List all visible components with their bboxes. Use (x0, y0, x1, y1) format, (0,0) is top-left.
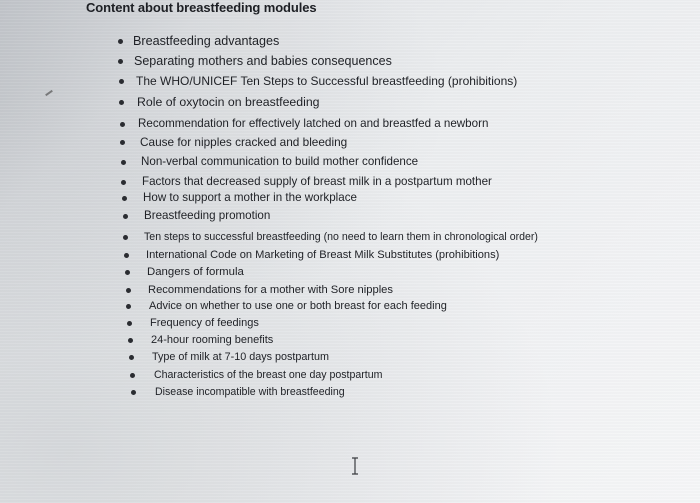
list-item-text: Breastfeeding advantages (133, 34, 280, 48)
bullet-icon (120, 122, 125, 127)
bullet-icon (129, 355, 134, 360)
bullet-icon (118, 39, 123, 44)
bullet-icon (127, 321, 132, 326)
bullet-icon (121, 160, 126, 165)
list-item-text: Frequency of feedings (150, 317, 259, 329)
list-item-text: Breastfeeding promotion (144, 209, 271, 222)
list-item-text: Non-verbal communication to build mother confidence (141, 155, 419, 168)
bullet-icon (126, 288, 131, 293)
list-item-text: 24-hour rooming benefits (151, 334, 274, 346)
bullet-icon (119, 100, 124, 105)
list-item-text: Advice on whether to use one or both breast for each feeding (149, 300, 447, 312)
bullet-icon (131, 390, 136, 395)
bullet-icon (121, 180, 126, 185)
bullet-icon (120, 140, 125, 145)
list-item-text: Recommendations for a mother with Sore nipples (148, 284, 393, 296)
list-item-text: The WHO/UNICEF Ten Steps to Successful breastfeeding (prohibitions) (136, 74, 518, 88)
list-item-text: Characteristics of the breast one day postpartum (154, 369, 383, 381)
bullet-icon (123, 235, 128, 240)
list-item-text: Type of milk at 7-10 days postpartum (152, 351, 330, 363)
bullet-icon (124, 253, 129, 258)
list-item-text: Recommendation for effectively latched on and breastfed a newborn (138, 117, 489, 130)
bullet-icon (130, 373, 135, 378)
bullet-icon (122, 196, 127, 201)
section-heading: Content about breastfeeding modules (86, 0, 317, 15)
bullet-icon (119, 79, 124, 84)
bullet-icon (118, 59, 123, 64)
list-item-text: Cause for nipples cracked and bleeding (140, 135, 348, 149)
list-item-text: How to support a mother in the workplace (143, 191, 357, 204)
text-cursor-icon (350, 457, 360, 475)
list-item-text: Disease incompatible with breastfeeding (155, 386, 345, 398)
bullet-icon (128, 338, 133, 343)
list-item-text: International Code on Marketing of Breast Milk Substitutes (prohibitions) (146, 249, 500, 261)
bullet-icon (126, 304, 131, 309)
list-item-text: Factors that decreased supply of breast milk in a postpartum mother (142, 175, 492, 188)
list-item-text: Role of oxytocin on breastfeeding (137, 95, 320, 109)
list-item-text: Ten steps to successful breastfeeding (no need to learn them in chronological order) (144, 231, 538, 243)
list-item-text: Dangers of formula (147, 266, 244, 278)
bullet-icon (123, 214, 128, 219)
list-item-text: Separating mothers and babies consequences (134, 54, 392, 68)
bullet-icon (125, 270, 130, 275)
